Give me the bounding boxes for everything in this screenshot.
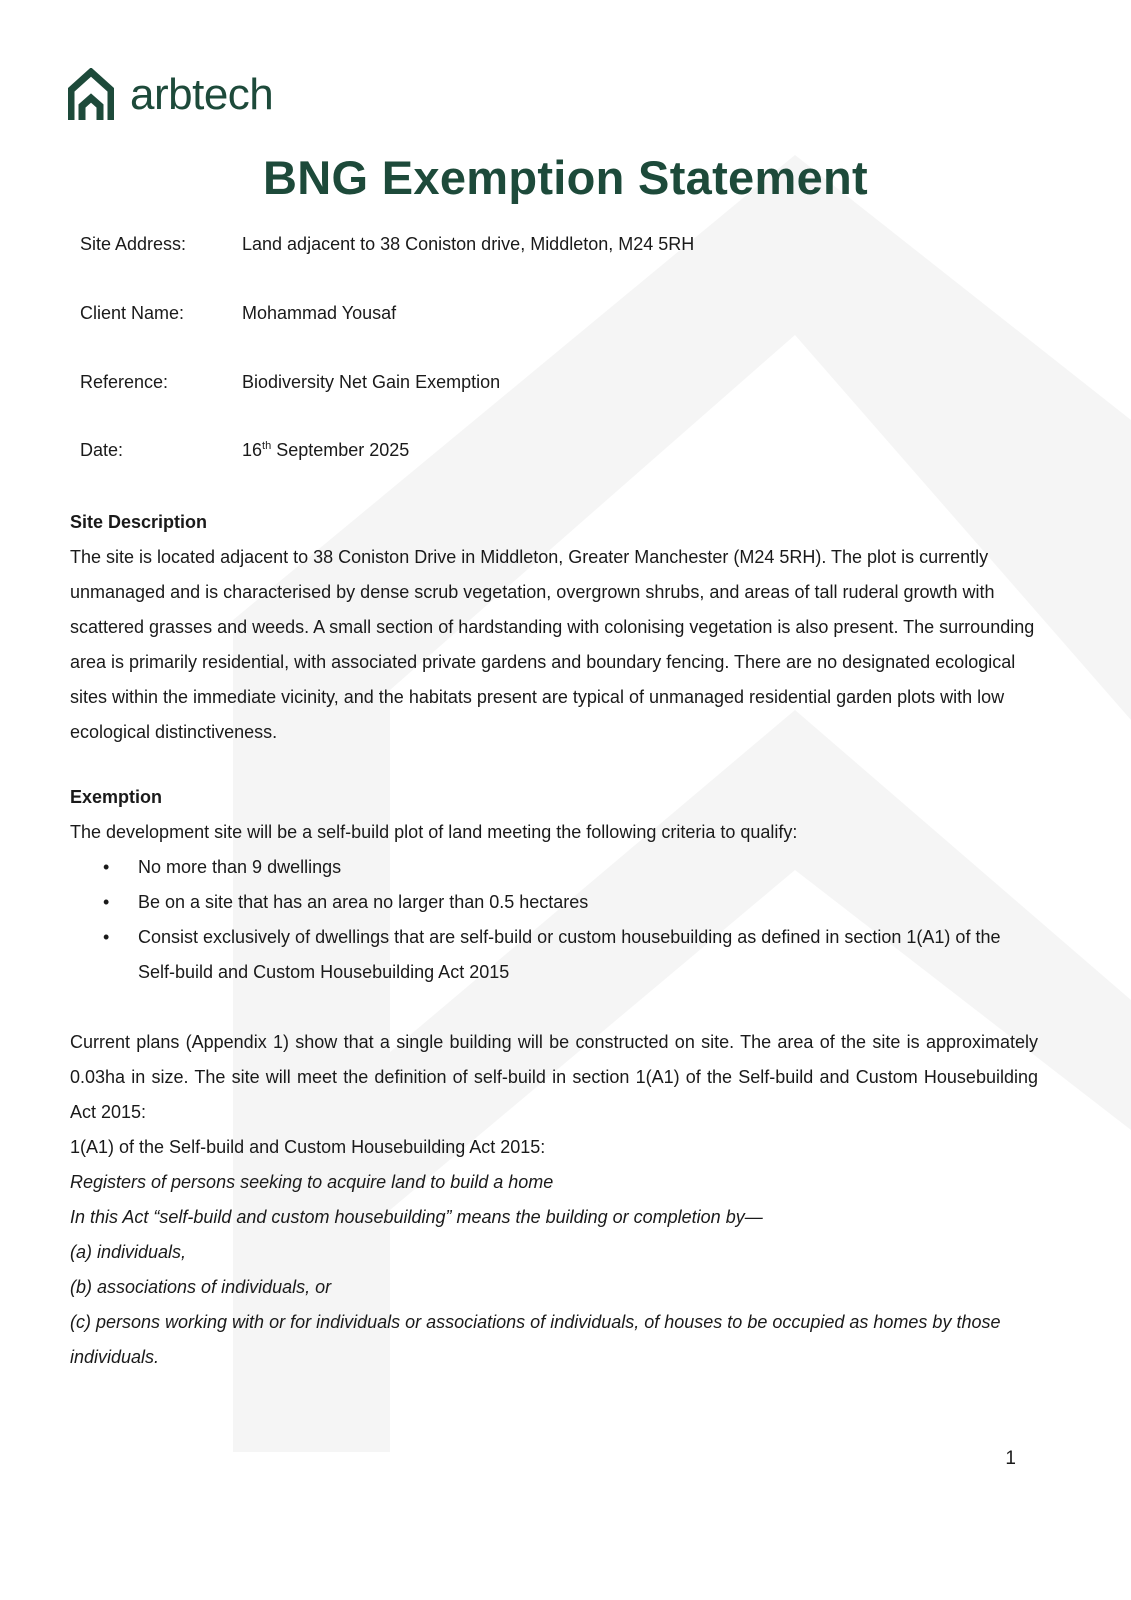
quote-line: In this Act “self-build and custom housebuilding” means the building or completion by— <box>70 1207 763 1227</box>
logo-wordmark: arbtech <box>130 70 274 119</box>
meta-value: Land adjacent to 38 Coniston drive, Middleton, M24 5RH <box>242 234 695 254</box>
plans-section <box>70 1025 1038 1375</box>
meta-value-date <box>242 440 409 461</box>
meta-label: Date: <box>80 440 124 460</box>
meta-row-site-address <box>80 234 1040 260</box>
section-heading: Site Description <box>70 512 208 532</box>
date-day: 16 <box>242 440 263 460</box>
exemption-intro: The development site will be a self-build plot of land meeting the following criteria to qualify: <box>70 822 798 842</box>
meta-label: Client Name: <box>80 303 185 323</box>
quote-line: (a) individuals, <box>70 1242 187 1262</box>
quote-line: Registers of persons seeking to acquire land to build a home <box>70 1172 554 1192</box>
site-description-body: The site is located adjacent to 38 Coniston Drive in Middleton, Greater Manchester (M24 5RH). The plot is currently unmanaged and is characterised by dense scrub vegetation, overgrown shrubs, and areas of tall ruderal growth with scattered grasses and weeds. A small section of hardstanding with colonising vegetation is also present. The surrounding area is primarily residential, with associated private gardens and boundary fencing. There are no designated ecological sites within the immediate vicinity, and the habitats present are typical of unmanaged residential garden plots with low ecological distinctiveness. <box>70 547 1035 742</box>
criteria-list <box>70 850 1038 990</box>
meta-label: Reference: <box>80 372 169 392</box>
meta-row-client-name <box>80 303 1040 329</box>
date-suffix: th <box>262 440 272 452</box>
plans-paragraph: Current plans (Appendix 1) show that a single building will be constructed on site. The area of the site is approximately 0.03ha in size. The site will meet the definition of self-build in section 1(A1) of the Self-build and Custom Housebuilding Act 2015: <box>70 1032 1038 1122</box>
act-reference: 1(A1) of the Self-build and Custom Housebuilding Act 2015: <box>70 1137 546 1157</box>
meta-row-reference <box>80 372 1040 398</box>
document-title: BNG Exemption Statement <box>263 151 868 204</box>
meta-label: Site Address: <box>80 234 187 254</box>
company-logo <box>68 66 273 124</box>
date-rest: September 2025 <box>271 440 410 460</box>
page-number: 1 <box>1005 1448 1016 1469</box>
quote-line: (b) associations of individuals, or <box>70 1277 332 1297</box>
meta-value: Mohammad Yousaf <box>242 303 397 323</box>
list-item: • Be on a site that has an area no larger than 0.5 hectares <box>70 885 1038 920</box>
meta-row-date <box>80 440 1040 466</box>
list-item: • Consist exclusively of dwellings that are self-build or custom housebuilding as defined in section 1(A1) of the Self-build and Custom Housebuilding Act 2015 <box>70 920 1038 990</box>
site-description-section <box>70 505 1038 750</box>
quote-line: (c) persons working with or for individuals or associations of individuals, of houses to be occupied as homes by those individuals. <box>70 1312 1001 1367</box>
section-heading: Exemption <box>70 787 163 807</box>
exemption-section <box>70 780 1038 990</box>
meta-value: Biodiversity Net Gain Exemption <box>242 372 501 392</box>
list-item: • No more than 9 dwellings <box>70 850 1038 885</box>
house-chevron-icon <box>68 68 114 122</box>
